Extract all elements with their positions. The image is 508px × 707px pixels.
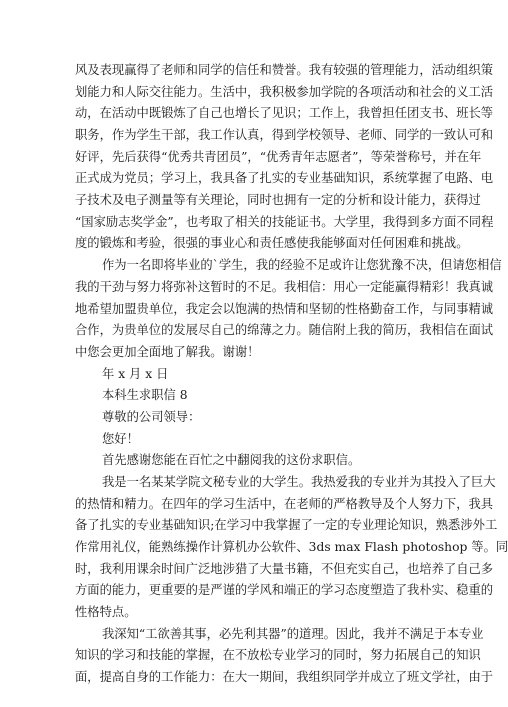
text-line: 度的锻炼和考验，很强的事业心和责任感使我能够面对任何困难和挑战。: [75, 236, 469, 251]
greeting: 您好！: [102, 431, 139, 446]
text-line: 合作，为贵单位的发展尽自己的绵薄之力。随信附上我的简历，我相信在面试: [75, 323, 494, 338]
letter-title: 本科生求职信 8: [102, 388, 188, 403]
text-line: “国家励志奖学金”，也考取了相关的技能证书。大学里，我得到多方面不同程: [75, 214, 494, 229]
text-line: 知识的学习和技能的掌握，在不放松专业学习的同时，努力拓展自己的知识: [75, 648, 481, 663]
text-line: 备了扎实的专业基础知识;在学习中我掌握了一定的专业理论知识，熟悉涉外工: [75, 518, 498, 533]
text-line: 正式成为党员；学习上，我具备了扎实的专业基础知识，系统掌握了电路、电: [75, 171, 494, 186]
text-line: 时，我利用课余时间广泛地涉猎了大量书籍，不但充实自己，也培养了自己多: [75, 561, 494, 576]
text-line: 动，在活动中既锻炼了自己也增长了见识；工作上，我曾担任团支书、班长等: [75, 106, 494, 121]
text-line: 子技术及电子测量等有关理论，同时也拥有一定的分析和设计能力，获得过: [75, 193, 481, 208]
text-line: 我深知“工欲善其事，必先利其器”的道理。因此，我并不满足于本专业: [102, 626, 484, 641]
text-line: 地希望加盟贵单位，我定会以饱满的热情和坚韧的性格勤奋工作，与同事精诚: [75, 301, 494, 316]
text-line: 方面的能力，更重要的是严谨的学风和端正的学习态度塑造了我朴实、稳重的: [75, 583, 494, 598]
text-line: 职务，作为学生干部，我工作认真，得到学校领导、老师、同学的一致认可和: [75, 128, 494, 142]
text-line: 划能力和人际交往能力。生活中，我积极参加学院的各项活动和社会的义工活: [75, 84, 494, 99]
text-line: 中您会更加全面地了解我。谢谢！: [75, 344, 260, 359]
text-line: 作常用礼仪，能熟练操作计算机办公软件、3ds max Flash photoshop 等。同: [75, 539, 508, 554]
salutation: 尊敬的公司领导：: [102, 409, 201, 424]
text-line: 的热情和精力。在四年的学习生活中，在老师的严格教导及个人努力下，我具: [75, 496, 494, 511]
text-line: 性格特点。: [75, 605, 137, 619]
text-line: 首先感谢您能在百忙之中翻阅我的这份求职信。: [102, 453, 361, 468]
text-line: 我是一名某某学院文秘专业的大学生。我热爱我的专业并为其投入了巨大: [102, 474, 496, 489]
date-line: 年 x 月 x 日: [102, 366, 169, 381]
text-line: 好评，先后获得“优秀共青团员”，“优秀青年志愿者”，等荣誉称号，并在年: [75, 149, 482, 164]
text-line: 我的干劲与努力将弥补这暂时的不足。我相信：用心一定能赢得精彩！我真诚: [75, 279, 494, 294]
text-line: 作为一名即将毕业的`学生，我的经验不足或许让您犹豫不决，但请您相信: [102, 258, 502, 273]
text-line: 面，提高自身的工作能力：在大一期间，我组织同学并成立了班文学社，由于: [75, 670, 494, 684]
text-line: 风及表现赢得了老师和同学的信任和赞誉。我有较强的管理能力，活动组织策: [75, 63, 494, 77]
